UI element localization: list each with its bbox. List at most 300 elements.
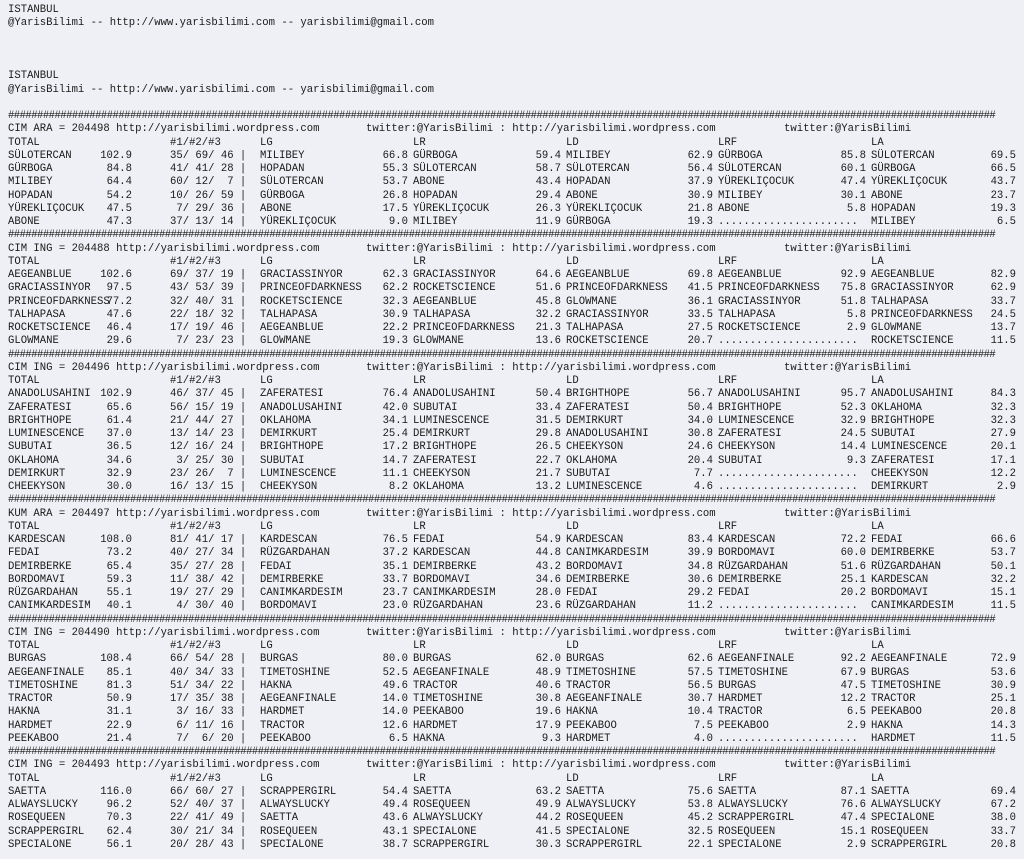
lrf-name: TALHAPASA — [718, 308, 776, 321]
lrf-name: YÜREKLIÇOCUK — [718, 176, 795, 189]
lg-value: 76.5 — [382, 534, 408, 546]
la-name: BORDOMAVI — [871, 587, 929, 599]
col-total: TOTAL — [8, 375, 40, 387]
lr-name: ALWAYSLUCKY — [413, 812, 483, 825]
la-name: DEMIRKURT — [871, 481, 929, 493]
placings: 52/ 40/ 37 | — [170, 799, 247, 811]
horse-name: SPECIALONE — [8, 838, 72, 851]
ld-name: HARDMET — [566, 732, 611, 745]
race-title: CIM ING = 204493 http://yarisbilimi.wordpress.com — [8, 759, 320, 772]
ld-name: GLOWMANE — [566, 295, 617, 308]
la-name: HOPADAN — [871, 202, 916, 215]
lg-name: CHEEKYSON — [260, 481, 318, 493]
header-city: ISTANBUL — [8, 4, 59, 16]
lg-value: 52.5 — [382, 666, 408, 679]
col-lr: LR — [413, 640, 426, 652]
la-name: AEGEANFINALE — [871, 653, 948, 666]
block-header — [8, 508, 1024, 521]
lr-name: ROCKETSCIENCE — [413, 282, 496, 295]
spacer — [8, 31, 1024, 44]
col-pos: #1/#2/#3 — [170, 136, 221, 149]
ld-name: HAKNA — [566, 706, 598, 719]
la-name: GRACIASSINYOR — [871, 282, 954, 295]
lrf-value: 52.3 — [840, 401, 866, 414]
ld-value: 24.6 — [687, 441, 713, 454]
horse-name: PEEKABOO — [8, 732, 59, 745]
col-pos: #1/#2/#3 — [170, 255, 221, 268]
total-score: 29.6 — [106, 335, 132, 348]
ld-value: 57.5 — [687, 666, 713, 679]
lr-name: CANIMKARDESIM — [413, 587, 496, 599]
lr-name: SUBUTAI — [413, 401, 458, 414]
ld-name: KARDESCAN — [566, 534, 624, 546]
lg-name: YÜREKLIÇOCUK — [260, 216, 337, 228]
lr-value: 28.0 — [535, 587, 561, 599]
la-name: SPECIALONE — [871, 812, 935, 825]
lrf-value: 75.8 — [840, 282, 866, 295]
la-value: 38.0 — [990, 812, 1016, 825]
lr-name: RÜZGARDAHAN — [413, 600, 483, 613]
col-pos: #1/#2/#3 — [170, 520, 221, 533]
table-row — [8, 574, 1024, 587]
lrf-name: ABONE — [718, 202, 750, 215]
total-score: 97.5 — [106, 282, 132, 295]
lg-value: 62.2 — [382, 282, 408, 295]
horse-name: ANADOLUSAHINI — [8, 388, 91, 401]
la-value: 53.6 — [990, 666, 1016, 679]
lr-name: BORDOMAVI — [413, 573, 471, 586]
lrf-value: 47.5 — [840, 679, 866, 692]
table-row — [8, 653, 1024, 666]
col-ld: LD — [566, 255, 579, 268]
lr-value: 29.4 — [535, 189, 561, 202]
la-value: 67.2 — [990, 799, 1016, 811]
header-city: ISTANBUL — [8, 70, 59, 83]
lr-name: SPECIALONE — [413, 825, 477, 838]
lr-name: SÜLOTERCAN — [413, 163, 477, 175]
table-row — [8, 733, 1024, 746]
block-header — [8, 123, 1024, 136]
lrf-name: ROSEQUEEN — [718, 825, 776, 838]
lg-name: SCRAPPERGIRL — [260, 785, 337, 798]
lr-value: 23.6 — [535, 600, 561, 613]
lr-name: DEMIRKURT — [413, 428, 471, 440]
ld-name: TRACTOR — [566, 679, 611, 692]
lg-name: SÜLOTERCAN — [260, 176, 324, 189]
la-value: 30.9 — [990, 679, 1016, 692]
horse-name: RÜZGARDAHAN — [8, 587, 78, 599]
total-score: 73.2 — [106, 547, 132, 560]
ld-value: 34.8 — [687, 560, 713, 573]
column-headers — [8, 375, 1024, 388]
la-value: 50.1 — [990, 560, 1016, 573]
lg-value: 66.8 — [382, 149, 408, 162]
column-headers — [8, 521, 1024, 534]
col-la: LA — [871, 772, 884, 785]
twitter-info: twitter:@YarisBilimi : http://yarisbilimi.wordpress.com — [366, 626, 716, 639]
la-value: 69.4 — [990, 785, 1016, 798]
block-header — [8, 362, 1024, 375]
col-ld: LD — [566, 640, 579, 652]
la-name: DEMIRBERKE — [871, 547, 935, 560]
table-row — [8, 667, 1024, 680]
twitter-info: twitter:@YarisBilimi : http://yarisbilimi.wordpress.com — [366, 759, 716, 772]
lg-value: 34.1 — [382, 414, 408, 427]
lr-name: TIMETOSHINE — [413, 693, 483, 705]
placings: 7/ 23/ 23 | — [170, 335, 247, 348]
col-lg: LG — [260, 640, 273, 652]
race-title: CIM ARA = 204498 http://yarisbilimi.wordpress.com — [8, 123, 320, 136]
lg-name: ABONE — [260, 202, 292, 215]
ld-name: GRACIASSINYOR — [566, 308, 649, 321]
lrf-name: ...................... — [718, 335, 858, 348]
lg-value: 17.5 — [382, 202, 408, 215]
la-name: ZAFERATESI — [871, 454, 935, 467]
race-title: CIM ING = 204490 http://yarisbilimi.wordpress.com — [8, 626, 320, 639]
ld-value: 36.1 — [687, 295, 713, 308]
lr-value: 13.2 — [535, 481, 561, 493]
lg-value: 14.0 — [382, 693, 408, 705]
table-row — [8, 190, 1024, 203]
ld-name: ROCKETSCIENCE — [566, 335, 649, 348]
table-row — [8, 481, 1024, 494]
la-name: AEGEANBLUE — [871, 269, 935, 281]
col-ld: LD — [566, 772, 579, 785]
lr-name: MILIBEY — [413, 216, 458, 228]
la-name: ROSEQUEEN — [871, 825, 929, 838]
col-ld: LD — [566, 375, 579, 387]
lrf-name: SÜLOTERCAN — [718, 163, 782, 175]
table-row — [8, 693, 1024, 706]
la-value: 11.5 — [990, 732, 1016, 745]
col-lrf: LRF — [718, 136, 738, 149]
total-score: 65.4 — [106, 560, 132, 573]
placings: 12/ 16/ 24 | — [170, 441, 247, 454]
placings: 35/ 27/ 28 | — [170, 560, 247, 573]
placings: 43/ 53/ 39 | — [170, 282, 247, 295]
lrf-name: ROCKETSCIENCE — [718, 322, 801, 334]
total-score: 102.6 — [100, 269, 132, 281]
ld-name: YÜREKLIÇOCUK — [566, 202, 643, 215]
table-row — [8, 561, 1024, 574]
lg-name: AEGEANBLUE — [260, 322, 324, 334]
lrf-name: SAETTA — [718, 785, 757, 798]
ld-value: 30.7 — [687, 693, 713, 705]
twitter-handle: twitter:@YarisBilimi — [784, 242, 912, 255]
ld-name: SÜLOTERCAN — [566, 163, 630, 175]
placings: 32/ 40/ 31 | — [170, 295, 247, 308]
lrf-name: ...................... — [718, 467, 858, 480]
lg-value: 55.3 — [382, 163, 408, 175]
placings: 10/ 26/ 59 | — [170, 189, 247, 202]
placings: 3/ 25/ 30 | — [170, 454, 247, 467]
table-row — [8, 468, 1024, 481]
lg-value: 30.9 — [382, 308, 408, 321]
table-row — [8, 680, 1024, 693]
horse-name: TIMETOSHINE — [8, 679, 78, 692]
col-lr: LR — [413, 772, 426, 785]
lr-name: HARDMET — [413, 719, 458, 732]
lr-name: GÜRBOGA — [413, 149, 458, 162]
lrf-name: BRIGHTHOPE — [718, 401, 782, 414]
separator: ########################################################################################################################################################################## — [8, 229, 996, 242]
lrf-value: 9.3 — [846, 454, 866, 467]
table-row — [8, 799, 1024, 812]
lrf-name: KARDESCAN — [718, 534, 776, 546]
lrf-name: AEGEANFINALE — [718, 653, 795, 666]
horse-name: HOPADAN — [8, 189, 53, 202]
lrf-value: 2.9 — [846, 322, 866, 334]
lg-value: 38.7 — [382, 838, 408, 851]
ld-name: LUMINESCENCE — [566, 481, 643, 493]
horse-name: GLOWMANE — [8, 335, 59, 348]
la-name: TALHAPASA — [871, 295, 929, 308]
col-la: LA — [871, 255, 884, 268]
lr-value: 9.3 — [541, 732, 561, 745]
ld-value: 56.4 — [687, 163, 713, 175]
lr-value: 21.7 — [535, 467, 561, 480]
la-value: 32.3 — [990, 414, 1016, 427]
ld-value: 30.9 — [687, 189, 713, 202]
col-lg: LG — [260, 520, 273, 533]
lg-value: 54.4 — [382, 785, 408, 798]
col-total: TOTAL — [8, 520, 40, 533]
horse-name: TALHAPASA — [8, 308, 66, 321]
ld-name: SAETTA — [566, 785, 605, 798]
la-value: 43.7 — [990, 176, 1016, 189]
col-lg: LG — [260, 772, 273, 785]
lg-name: BORDOMAVI — [260, 600, 318, 613]
col-pos: #1/#2/#3 — [170, 375, 221, 387]
column-headers — [8, 256, 1024, 269]
col-lr: LR — [413, 520, 426, 533]
lrf-value: 2.9 — [846, 719, 866, 732]
la-name: SCRAPPERGIRL — [871, 838, 948, 851]
total-score: 22.9 — [106, 719, 132, 732]
lg-name: SAETTA — [260, 812, 299, 825]
la-value: 17.1 — [990, 454, 1016, 467]
table-row — [8, 163, 1024, 176]
placings: 21/ 44/ 27 | — [170, 414, 247, 427]
placings: 7/ 6/ 20 | — [170, 732, 247, 745]
horse-name: SÜLOTERCAN — [8, 149, 72, 162]
total-score: 21.4 — [106, 732, 132, 745]
placings: 16/ 13/ 15 | — [170, 481, 247, 493]
lg-name: HAKNA — [260, 679, 292, 692]
ld-value: 50.4 — [687, 401, 713, 414]
separator: ########################################################################################################################################################################## — [8, 348, 996, 361]
lg-value: 43.1 — [382, 825, 408, 838]
ld-name: ANADOLUSAHINI — [566, 428, 649, 440]
ld-value: 32.5 — [687, 825, 713, 838]
col-pos: #1/#2/#3 — [170, 640, 221, 652]
la-value: 12.2 — [990, 467, 1016, 480]
lr-value: 43.2 — [535, 560, 561, 573]
separator: ########################################################################################################################################################################## — [8, 613, 996, 626]
lr-value: 45.8 — [535, 295, 561, 308]
lrf-name: ...................... — [718, 481, 858, 493]
la-value: 15.1 — [990, 587, 1016, 599]
lg-value: 42.0 — [382, 401, 408, 414]
twitter-handle: twitter:@YarisBilimi — [784, 759, 912, 772]
lr-value: 32.2 — [535, 308, 561, 321]
ld-value: 56.5 — [687, 679, 713, 692]
table-row — [8, 786, 1024, 799]
ld-value: 39.9 — [687, 547, 713, 560]
lrf-value: 76.6 — [840, 799, 866, 811]
total-score: 61.4 — [106, 414, 132, 427]
lg-name: CANIMKARDESIM — [260, 587, 343, 599]
placings: 23/ 26/ 7 | — [170, 467, 247, 480]
placings: 56/ 15/ 19 | — [170, 401, 247, 414]
la-value: 20.8 — [990, 706, 1016, 719]
lrf-value: 2.9 — [846, 838, 866, 851]
lrf-value: 85.8 — [840, 149, 866, 162]
placings: 19/ 27/ 29 | — [170, 587, 247, 599]
horse-name: YÜREKLIÇOCUK — [8, 202, 85, 215]
lg-value: 6.5 — [388, 732, 408, 745]
placings: 13/ 14/ 23 | — [170, 428, 247, 440]
la-value: 11.5 — [990, 335, 1016, 348]
lr-name: CHEEKYSON — [413, 467, 471, 480]
placings: 20/ 28/ 43 | — [170, 838, 247, 851]
la-name: ALWAYSLUCKY — [871, 799, 941, 811]
placings: 6/ 11/ 16 | — [170, 719, 247, 732]
table-row — [8, 282, 1024, 295]
total-score: 37.0 — [106, 428, 132, 440]
lg-name: FEDAI — [260, 560, 292, 573]
la-value: 33.7 — [990, 295, 1016, 308]
table-row — [8, 455, 1024, 468]
placings: 69/ 37/ 19 | — [170, 269, 247, 281]
lr-name: SAETTA — [413, 785, 452, 798]
lg-value: 43.6 — [382, 812, 408, 825]
placings: 35/ 69/ 46 | — [170, 149, 247, 162]
col-lr: LR — [413, 136, 426, 149]
ld-name: MILIBEY — [566, 149, 611, 162]
ld-name: AEGEANBLUE — [566, 269, 630, 281]
la-name: HAKNA — [871, 719, 903, 732]
lg-name: BRIGHTHOPE — [260, 441, 324, 454]
col-total: TOTAL — [8, 136, 40, 149]
total-score: 70.3 — [106, 812, 132, 825]
placings: 46/ 37/ 45 | — [170, 388, 247, 401]
lrf-name: ALWAYSLUCKY — [718, 799, 788, 811]
la-name: KARDESCAN — [871, 573, 929, 586]
lrf-value: 5.8 — [846, 308, 866, 321]
col-ld: LD — [566, 520, 579, 533]
lr-name: SCRAPPERGIRL — [413, 838, 490, 851]
la-name: BURGAS — [871, 666, 910, 679]
table-row — [8, 812, 1024, 825]
ld-name: ALWAYSLUCKY — [566, 799, 636, 811]
lrf-value: 92.9 — [840, 269, 866, 281]
table-row — [8, 415, 1024, 428]
lg-name: KARDESCAN — [260, 534, 318, 546]
lg-name: AEGEANFINALE — [260, 693, 337, 705]
lr-name: ZAFERATESI — [413, 454, 477, 467]
placings: 40/ 27/ 34 | — [170, 547, 247, 560]
lg-name: ANADOLUSAHINI — [260, 401, 343, 414]
horse-name: AEGEANFINALE — [8, 666, 85, 679]
total-score: 40.1 — [106, 600, 132, 613]
total-score: 32.9 — [106, 467, 132, 480]
total-score: 30.0 — [106, 481, 132, 493]
la-value: 2.9 — [996, 481, 1016, 493]
table-row — [8, 216, 1024, 229]
table-row — [8, 547, 1024, 560]
horse-name: SCRAPPERGIRL — [8, 825, 85, 838]
ld-value: 7.5 — [693, 719, 713, 732]
lr-name: DEMIRBERKE — [413, 560, 477, 573]
table-row — [8, 600, 1024, 613]
lrf-name: ANADOLUSAHINI — [718, 388, 801, 401]
lr-value: 43.4 — [535, 176, 561, 189]
lrf-name: GRACIASSINYOR — [718, 295, 801, 308]
ld-name: SUBUTAI — [566, 467, 611, 480]
total-score: 50.9 — [106, 693, 132, 705]
race-title: CIM ING = 204488 http://yarisbilimi.wordpress.com — [8, 242, 320, 255]
la-value: 82.9 — [990, 269, 1016, 281]
lr-value: 40.6 — [535, 679, 561, 692]
lrf-name: ZAFERATESI — [718, 428, 782, 440]
lg-value: 8.2 — [388, 481, 408, 493]
col-total: TOTAL — [8, 255, 40, 268]
column-headers — [8, 137, 1024, 150]
lrf-value: 32.9 — [840, 414, 866, 427]
total-score: 96.2 — [106, 799, 132, 811]
placings: 60/ 12/ 7 | — [170, 176, 247, 189]
horse-name: AEGEANBLUE — [8, 269, 72, 281]
total-score: 62.4 — [106, 825, 132, 838]
table-row — [8, 296, 1024, 309]
lg-name: HARDMET — [260, 706, 305, 719]
ld-value: 75.6 — [687, 785, 713, 798]
lg-name: HOPADAN — [260, 163, 305, 175]
col-lrf: LRF — [718, 255, 738, 268]
ld-value: 10.4 — [687, 706, 713, 719]
horse-name: FEDAI — [8, 547, 40, 560]
lr-name: BURGAS — [413, 653, 452, 666]
lrf-value: 6.5 — [846, 706, 866, 719]
lg-name: RÜZGARDAHAN — [260, 547, 330, 560]
col-total: TOTAL — [8, 772, 40, 785]
ld-value: 62.9 — [687, 149, 713, 162]
lg-value: 37.2 — [382, 547, 408, 560]
lr-value: 26.5 — [535, 441, 561, 454]
twitter-handle: twitter:@YarisBilimi — [784, 507, 912, 520]
lrf-value: 5.8 — [846, 202, 866, 215]
ld-name: DEMIRKURT — [566, 414, 624, 427]
lr-name: FEDAI — [413, 534, 445, 546]
horse-name: ROSEQUEEN — [8, 812, 66, 825]
la-name: SAETTA — [871, 785, 910, 798]
ld-name: PRINCEOFDARKNESS — [566, 282, 668, 295]
ld-name: BRIGHTHOPE — [566, 388, 630, 401]
spacer — [8, 57, 1024, 70]
table-row — [8, 587, 1024, 600]
ld-name: GÜRBOGA — [566, 216, 611, 228]
lr-value: 50.4 — [535, 388, 561, 401]
la-name: MILIBEY — [871, 216, 916, 228]
lrf-value: 92.2 — [840, 653, 866, 666]
placings: 3/ 16/ 33 | — [170, 706, 247, 719]
horse-name: ABONE — [8, 216, 40, 228]
lrf-name: BURGAS — [718, 679, 757, 692]
table-row — [8, 826, 1024, 839]
la-value: 20.1 — [990, 441, 1016, 454]
lr-value: 13.6 — [535, 335, 561, 348]
